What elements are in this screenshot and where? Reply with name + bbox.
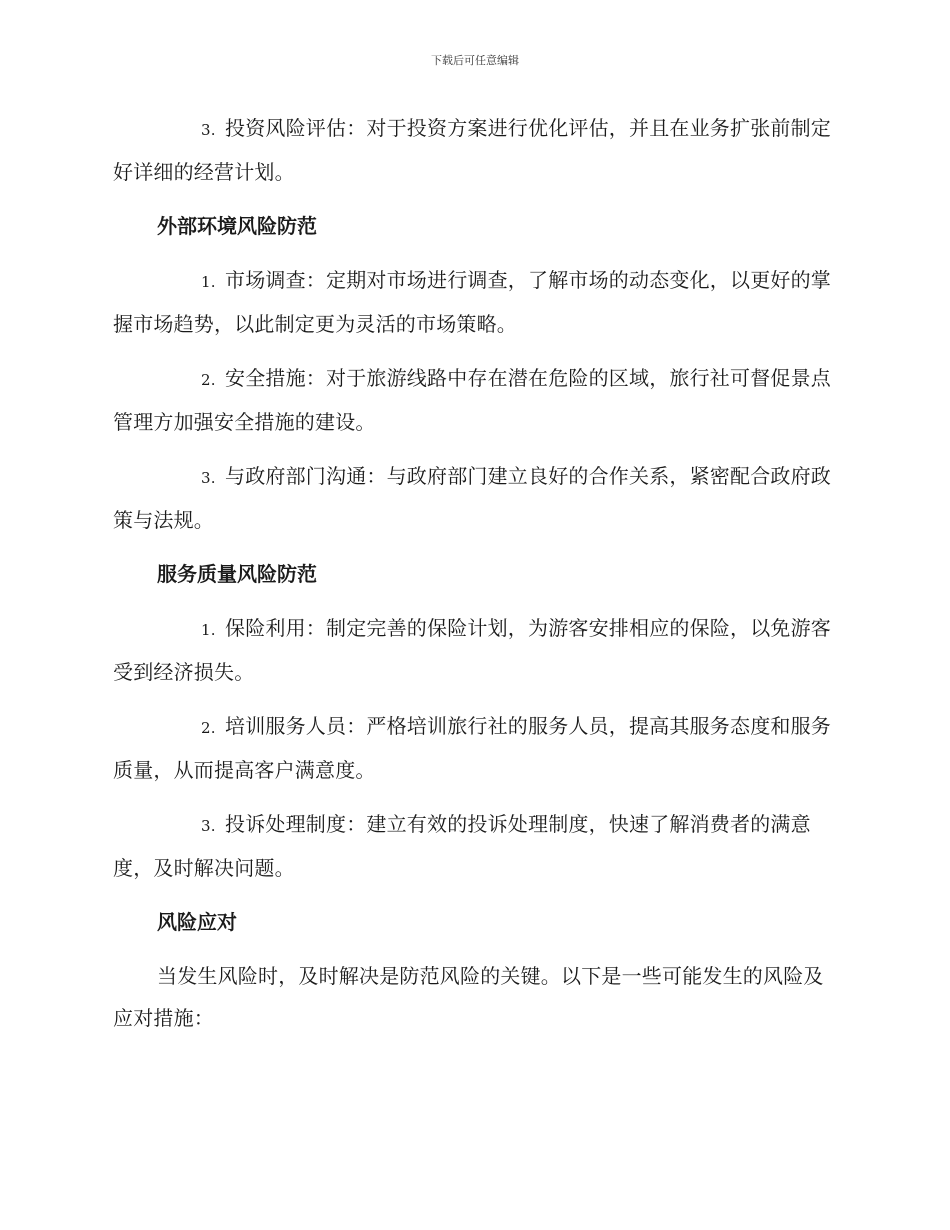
list-text: 保险利用：制定完善的保险计划，为游客安排相应的保险，以免游客受到经济损失。 xyxy=(113,616,831,684)
section-heading: 风险应对 xyxy=(157,910,237,934)
list-number: 1. xyxy=(201,273,216,291)
section-heading: 外部环境风险防范 xyxy=(157,214,317,238)
list-item xyxy=(113,107,833,193)
list-item xyxy=(113,357,833,443)
section-heading: 服务质量风险防范 xyxy=(157,562,317,586)
body-paragraph: 当发生风险时，及时解决是防范风险的关键。以下是一些可能发生的风险及应对措施： xyxy=(113,964,824,1030)
list-item xyxy=(113,455,833,541)
list-item xyxy=(113,705,833,791)
list-text: 投诉处理制度：建立有效的投诉处理制度，快速了解消费者的满意度，及时解决问题。 xyxy=(113,812,811,880)
list-item xyxy=(113,607,833,693)
list-item xyxy=(113,259,833,345)
list-number: 2. xyxy=(201,719,216,737)
list-number: 2. xyxy=(201,371,216,389)
list-text: 与政府部门沟通：与政府部门建立良好的合作关系，紧密配合政府政策与法规。 xyxy=(113,464,831,532)
list-number: 1. xyxy=(201,621,216,639)
list-number: 3. xyxy=(201,469,216,487)
list-text: 投资风险评估：对于投资方案进行优化评估，并且在业务扩张前制定好详细的经营计划。 xyxy=(113,116,831,184)
list-number: 3. xyxy=(201,121,216,139)
list-text: 培训服务人员：严格培训旅行社的服务人员，提高其服务态度和服务质量，从而提高客户满意度。 xyxy=(113,714,831,782)
list-number: 3. xyxy=(201,817,216,835)
list-text: 市场调查：定期对市场进行调查，了解市场的动态变化，以更好的掌握市场趋势，以此制定更为灵活的市场策略。 xyxy=(113,268,831,336)
page-header: 下载后可任意编辑 xyxy=(431,54,519,67)
document-body xyxy=(113,107,833,1039)
list-text: 安全措施：对于旅游线路中存在潜在危险的区域，旅行社可督促景点管理方加强安全措施的建设。 xyxy=(113,366,831,434)
list-item xyxy=(113,803,833,889)
